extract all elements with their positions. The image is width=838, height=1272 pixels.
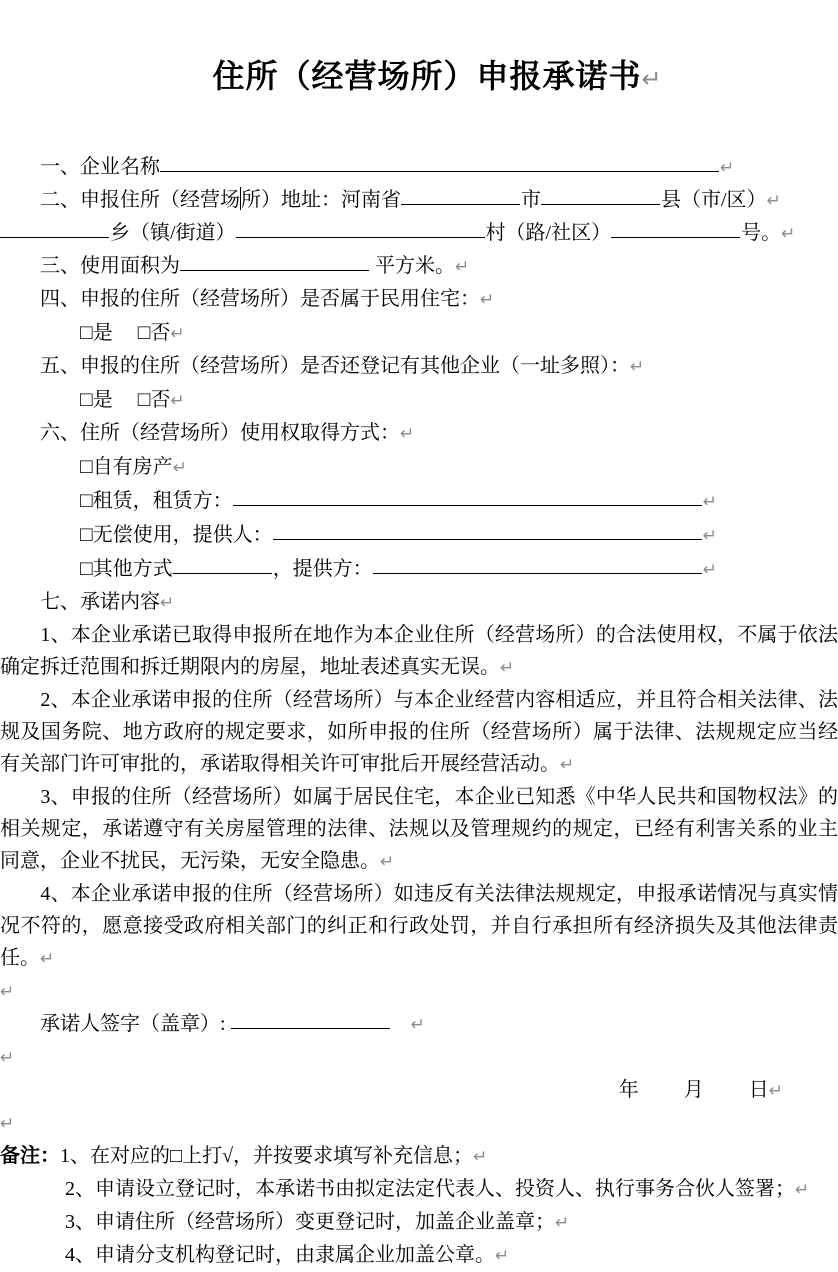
line-area bbox=[0, 250, 838, 283]
text-run: 平方米。 bbox=[370, 255, 455, 277]
text-run: 4、申请分支机构登记时，由隶属企业加盖公章。 bbox=[0, 1244, 495, 1266]
text-run: 4、本企业承诺申报的住所（经营场所）如违反有关法律法规规定，申报承诺情况与真实情况不符的，愿意接受政府相关部门的纠正和行政处罚，并自行承担所有经济损失及其他法律责任。 bbox=[0, 883, 838, 969]
paragraph-mark-icon: ↵ bbox=[172, 458, 187, 478]
text-run: 自有房产 bbox=[92, 456, 173, 478]
empty-line-1 bbox=[0, 975, 838, 1008]
commitment-paragraph-3 bbox=[0, 781, 838, 878]
text-run: 是 bbox=[92, 389, 138, 411]
line-other-method bbox=[0, 552, 838, 586]
city-blank[interactable] bbox=[401, 189, 521, 211]
paragraph-mark-icon: ↵ bbox=[500, 658, 515, 678]
other-method-blank[interactable] bbox=[173, 558, 273, 580]
paragraph-mark-icon: ↵ bbox=[0, 982, 15, 1002]
paragraph-mark-icon: ↵ bbox=[555, 1213, 570, 1233]
date-line bbox=[0, 1074, 838, 1107]
text-run: 是 bbox=[92, 322, 138, 344]
paragraph-mark-icon: ↵ bbox=[473, 1147, 488, 1167]
line-lease bbox=[0, 484, 838, 518]
paragraph-mark-icon: ↵ bbox=[170, 391, 185, 411]
line-multi-license-question bbox=[0, 350, 838, 383]
commitment-paragraph-4 bbox=[0, 878, 838, 975]
township-blank[interactable] bbox=[0, 222, 110, 244]
checkbox-residential-yes[interactable]: □ bbox=[80, 320, 93, 344]
paragraph-mark-icon: ↵ bbox=[400, 424, 415, 444]
text-run: 否 bbox=[150, 322, 171, 344]
company-name-blank[interactable] bbox=[160, 156, 720, 178]
text-run bbox=[0, 558, 80, 580]
paragraph-mark-icon: ↵ bbox=[40, 949, 55, 969]
document-title bbox=[0, 0, 838, 151]
text-run bbox=[0, 322, 80, 344]
paragraph-mark-icon: ↵ bbox=[410, 1015, 425, 1035]
text-run: 2、申请设立登记时，本承诺书由拟定法定代表人、投资人、执行事务合伙人签署； bbox=[0, 1178, 795, 1200]
paragraph-mark-icon: ↵ bbox=[380, 852, 395, 872]
text-run bbox=[391, 1013, 411, 1035]
signature-line bbox=[0, 1008, 838, 1041]
text-run: 承诺人签字（盖章）: bbox=[0, 1013, 231, 1035]
document-body bbox=[0, 151, 838, 1272]
text-run: 3、申请住所（经营场所）变更登记时，加盖企业盖章； bbox=[0, 1211, 555, 1233]
text-run: 租赁，租赁方： bbox=[92, 490, 233, 512]
provider-blank[interactable] bbox=[273, 524, 703, 546]
text-run: 3、申报的住所（经营场所）如属于居民住宅，本企业已知悉《中华人民共和国物权法》的相关规定，承诺遵守有关房屋管理的法律、法规以及管理规约的规定，已经有利害关系的业主同意，企业不扰民，无污染，无安全隐患。 bbox=[0, 786, 838, 872]
text-run: 三、使用面积为 bbox=[0, 255, 180, 277]
paragraph-mark-icon: ↵ bbox=[702, 560, 717, 580]
checkbox-free-use[interactable]: □ bbox=[80, 522, 93, 546]
line-company-name bbox=[0, 151, 838, 184]
text-run bbox=[0, 490, 80, 512]
other-provider-blank[interactable] bbox=[373, 558, 703, 580]
paragraph-mark-icon: ↵ bbox=[495, 1246, 510, 1266]
text-run: 其他方式 bbox=[92, 558, 173, 580]
text-run: 年 月 日 bbox=[618, 1079, 769, 1101]
checkbox-multi-license-no[interactable]: □ bbox=[137, 387, 151, 411]
text-run: 否 bbox=[150, 389, 171, 411]
paragraph-mark-icon: ↵ bbox=[480, 290, 495, 310]
checkbox-other-method[interactable]: □ bbox=[80, 556, 93, 580]
notes-line-2 bbox=[0, 1173, 838, 1206]
empty-line-3 bbox=[0, 1107, 838, 1140]
checkbox-residential-no[interactable]: □ bbox=[137, 320, 151, 344]
line-free-use bbox=[0, 518, 838, 552]
paragraph-mark-icon: ↵ bbox=[170, 324, 185, 344]
text-run bbox=[0, 524, 80, 546]
line-usage-right-header bbox=[0, 417, 838, 450]
text-run: 无偿使用，提供人： bbox=[92, 524, 273, 546]
empty-line-2 bbox=[0, 1041, 838, 1074]
text-run bbox=[0, 389, 80, 411]
text-run: 乡（镇/街道） bbox=[110, 222, 236, 244]
paragraph-mark-icon: ↵ bbox=[630, 357, 645, 377]
village-blank[interactable] bbox=[236, 222, 486, 244]
checkbox-own-property[interactable]: □ bbox=[80, 454, 93, 478]
text-run: 村（路/社区） bbox=[485, 222, 612, 244]
county-blank[interactable] bbox=[541, 189, 661, 211]
house-number-blank[interactable] bbox=[611, 222, 741, 244]
paragraph-mark-icon: ↵ bbox=[720, 158, 735, 178]
paragraph-mark-icon: ↵ bbox=[702, 492, 717, 512]
notes-line-3 bbox=[0, 1206, 838, 1239]
text-run: 县（市/区） bbox=[661, 189, 767, 211]
notes-line-4 bbox=[0, 1239, 838, 1272]
paragraph-mark-icon: ↵ bbox=[0, 1048, 15, 1068]
paragraph-mark-icon: ↵ bbox=[560, 755, 575, 775]
signature-blank[interactable] bbox=[231, 1013, 391, 1035]
paragraph-mark-icon: ↵ bbox=[781, 224, 796, 244]
text-run: 2、本企业承诺申报的住所（经营场所）与本企业经营内容相适应，并且符合相关法律、法规及国务院、地方政府的规定要求，如所申报的住所（经营场所）属于法律、法规规定应当经有关部门许可审批的，承诺取得相关许可审批后开展经营活动。 bbox=[0, 689, 838, 775]
paragraph-mark-icon: ↵ bbox=[702, 526, 717, 546]
text-run: 七、承诺内容 bbox=[0, 591, 160, 613]
notes-label: 备注： bbox=[0, 1145, 60, 1167]
line-residential-options bbox=[0, 316, 838, 350]
line-address bbox=[0, 184, 838, 217]
document-title-text: 住所（经营场所）申报承诺书 bbox=[212, 58, 642, 94]
paragraph-mark-icon: ↵ bbox=[455, 257, 470, 277]
text-run: 1、本企业承诺已取得申报所在地作为本企业住所（经营场所）的合法使用权，不属于依法确定拆迁范围和拆迁期限内的房屋，地址表述真实无误。 bbox=[0, 624, 838, 678]
text-run: 六、住所（经营场所）使用权取得方式： bbox=[0, 422, 400, 444]
text-run: 五、申报的住所（经营场所）是否还登记有其他企业（一址多照）： bbox=[0, 355, 630, 377]
paragraph-mark-icon: ↵ bbox=[641, 65, 662, 93]
area-blank[interactable] bbox=[180, 255, 370, 277]
line-commitment-header bbox=[0, 586, 838, 619]
notes-line-1 bbox=[0, 1140, 838, 1173]
paragraph-mark-icon: ↵ bbox=[766, 191, 781, 211]
line-residential-question bbox=[0, 283, 838, 316]
text-run: 四、申报的住所（经营场所）是否属于民用住宅： bbox=[0, 288, 480, 310]
text-run: 一、企业名称 bbox=[0, 156, 160, 178]
paragraph-mark-icon: ↵ bbox=[795, 1180, 810, 1200]
text-run: 1、在对应的□上打√，并按要求填写补充信息； bbox=[60, 1145, 474, 1167]
commitment-paragraph-1 bbox=[0, 619, 838, 684]
paragraph-mark-icon: ↵ bbox=[160, 593, 175, 613]
checkbox-lease[interactable]: □ bbox=[80, 488, 93, 512]
text-run: 市 bbox=[521, 189, 541, 211]
lessor-blank[interactable] bbox=[233, 490, 703, 512]
commitment-paragraph-2 bbox=[0, 684, 838, 781]
line-multi-license-options bbox=[0, 383, 838, 417]
line-address-2 bbox=[0, 217, 838, 250]
text-run bbox=[0, 456, 80, 478]
text-run: ，提供方： bbox=[272, 558, 373, 580]
paragraph-mark-icon: ↵ bbox=[0, 1114, 15, 1134]
text-run: 所）地址：河南省 bbox=[241, 189, 401, 211]
paragraph-mark-icon: ↵ bbox=[768, 1081, 783, 1101]
checkbox-multi-license-yes[interactable]: □ bbox=[80, 387, 93, 411]
text-run: 二、申报住所（经营场 bbox=[0, 189, 240, 211]
text-run: 号。 bbox=[741, 222, 782, 244]
line-own-property bbox=[0, 450, 838, 484]
